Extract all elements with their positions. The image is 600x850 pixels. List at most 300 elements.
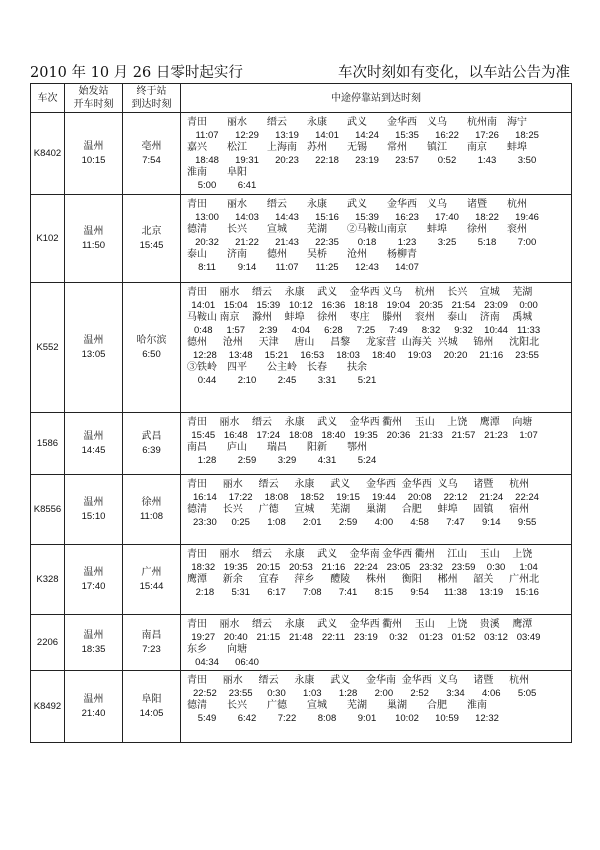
stop-name: 丽水 [219,417,240,428]
stop-name: 滕州 [382,312,403,323]
stop-name: 萍乡 [294,574,315,585]
stop-time: 17:26 [475,129,499,141]
stop-names-row [187,479,547,492]
col-stops-header: 中途停靠站到达时刻 [181,84,572,113]
departure-time: 10:15 [81,154,106,166]
stop-time: 1:07 [519,429,538,441]
stop-name: 济南 [479,312,500,323]
stop-times-row [187,325,547,338]
stop-times-row [187,632,547,645]
stop-name: 杭州 [507,199,527,210]
stop-name: 丽水 [219,549,240,560]
train-row [31,615,572,671]
stop-name: 昌黎 [330,337,351,348]
stop-name: 合肥 [427,700,447,711]
page-header [30,60,570,82]
train-row [31,283,572,413]
stop-name: 德清 [187,504,207,515]
col-terminal-header: 终于站 到达时刻 [123,84,181,113]
stop-time: 20:32 [195,236,219,248]
stop-name: 南京 [467,142,487,153]
stop-times-row [187,713,547,726]
stop-name: 衢州 [414,549,435,560]
origin-station: 温州 [83,693,104,705]
stop-name: 宣城 [267,224,287,235]
stop-time: 19:31 [235,154,259,166]
stop-times-row [187,492,547,505]
departure-time: 15:10 [81,510,106,522]
stop-name: 玉山 [479,549,500,560]
stop-names-row [187,574,547,587]
arrival-time: 6:50 [142,348,161,360]
stops-cell [181,545,572,615]
stop-name: 杭州 [509,479,530,490]
terminal-cell [123,475,181,545]
stop-name: 金华西 [382,549,413,560]
arrival-time: 6:39 [142,444,161,456]
stop-names-row [187,675,547,688]
stop-name: 蚌埠 [507,142,527,153]
stop-name: 武义 [330,479,351,490]
stop-name: 缙云 [258,675,279,686]
stop-name: 玉山 [414,619,435,630]
stop-time: 6:41 [237,179,257,191]
origin-station: 温州 [83,225,104,237]
stop-time: 5:21 [357,374,377,386]
stop-time: 5:31 [231,586,250,598]
departure-time: 17:40 [81,580,106,592]
stop-name: 江山 [447,549,468,560]
stop-name: 公主岭 [267,362,297,373]
stop-names-row [187,287,547,300]
origin-station: 温州 [83,566,104,578]
stop-names-row [187,644,547,657]
stop-name: 上饶 [447,417,468,428]
origin-cell [65,113,123,195]
stop-time: 17:22 [228,491,253,503]
stop-name: 义乌 [437,479,458,490]
stop-name: 马鞍山 [187,312,217,323]
stop-name: 德州 [267,249,287,260]
stop-time: 18:18 [354,299,378,311]
stop-time: 2:10 [237,374,257,386]
stop-name: 泰山 [447,312,468,323]
stop-name: 武义 [317,287,338,298]
stop-name: 义乌 [382,287,403,298]
stop-time: 15:45 [191,429,216,441]
stop-name: 芜湖 [347,700,367,711]
stop-names-row [187,700,547,713]
stop-name: 丽水 [227,117,247,128]
stop-name: 南京 [219,312,240,323]
stop-group [187,700,571,725]
stop-time: 15:39 [355,211,379,223]
stop-name: 向塘 [512,417,533,428]
stop-time: 17:40 [435,211,459,223]
stop-name: 醴陵 [330,574,351,585]
stop-name: 海宁 [507,117,527,128]
stop-names-row [187,312,547,325]
stop-time: 7:49 [389,324,408,336]
stop-group [187,199,571,224]
stop-name: 武义 [317,619,338,630]
stop-name: 宜春 [258,574,279,585]
train-number: K552 [31,283,65,413]
origin-cell [65,615,123,671]
stop-time: 13:19 [275,129,299,141]
stop-time: 19:35 [354,429,378,441]
stop-name: 金华南 [365,675,396,686]
stop-name: 庐山 [227,442,247,453]
stop-time: 22:11 [321,631,345,643]
stop-time: 0:32 [389,631,408,643]
stop-name: 金华西 [349,287,380,298]
stop-time: 22:12 [443,491,468,503]
stop-name: 广德 [267,700,287,711]
stop-time: 22:52 [193,687,217,699]
stop-name: 青田 [187,287,207,298]
stop-name: 丽水 [219,287,240,298]
stop-time: 20:53 [288,561,313,573]
stop-time: 1:43 [477,154,497,166]
stop-time: 23:55 [515,349,539,361]
stop-name: 义乌 [427,117,447,128]
stops-cell [181,413,572,475]
stop-time: 13:19 [479,586,504,598]
train-number: K328 [31,545,65,615]
stop-name: 天津 [258,337,279,348]
stop-time: 21:24 [479,491,504,503]
stop-time: 18:25 [515,129,539,141]
train-number: K8402 [31,113,65,195]
stop-name: 沧州 [347,249,367,260]
stop-name: 衮州 [414,312,435,323]
stop-time: 0:00 [519,299,538,311]
stop-time: 17:24 [256,429,281,441]
stop-name: 金华西 [349,417,380,428]
stop-name: 杭州 [509,675,530,686]
stop-name: 永康 [284,417,305,428]
stop-time: 7:08 [303,586,322,598]
stop-times-row [187,455,547,468]
stop-name: 鹰潭 [479,417,500,428]
origin-cell [65,195,123,283]
stop-group [187,312,571,337]
origin-station: 温州 [83,629,104,641]
stops-cell [181,195,572,283]
stop-times-row [187,375,547,388]
terminal-station: 广州 [141,566,162,578]
terminal-cell [123,195,181,283]
stop-time: 12:32 [475,712,499,724]
stop-name: 苏州 [307,142,327,153]
stop-name: 广州北 [509,574,540,585]
stop-name: 株州 [365,574,386,585]
stop-group [187,644,571,669]
stop-name: 固镇 [473,504,494,515]
stop-names-row [187,199,547,212]
train-number: K8492 [31,671,65,743]
stop-name: 龙家营 [365,337,396,348]
train-number: K102 [31,195,65,283]
stop-time: 4:06 [482,687,501,699]
stop-time: 16:23 [395,211,419,223]
stop-time: 9:55 [517,516,537,528]
stop-name: 义乌 [437,675,458,686]
stop-name: 韶关 [473,574,494,585]
stop-name: 杨柳青 [387,249,417,260]
stop-time: 7:25 [356,324,376,336]
stop-name: 徐州 [467,224,487,235]
stop-names-row [187,167,547,180]
stop-time: 2:45 [277,374,297,386]
stop-name: 缙云 [258,479,279,490]
departure-time: 14:45 [81,444,106,456]
stop-times-row [187,350,547,363]
stop-name: 长兴 [222,504,243,515]
arrival-time: 7:54 [142,154,161,166]
origin-station: 温州 [83,430,104,442]
stop-name: 诸暨 [467,199,487,210]
stop-name: 丽水 [222,479,243,490]
stop-time: 8:15 [374,586,394,598]
stop-time: 5:49 [197,712,217,724]
terminal-cell [123,545,181,615]
stop-name: 缙云 [252,549,273,560]
stop-time: 19:04 [386,299,411,311]
stop-time: 01:52 [451,631,476,643]
stop-time: 19:35 [223,561,248,573]
stop-name: 青田 [187,199,207,210]
stop-name: 泰山 [187,249,207,260]
stop-time: 1:08 [267,516,286,528]
stop-name: 松江 [227,142,247,153]
stop-name: 武义 [347,199,367,210]
stop-time: 0:48 [194,324,213,336]
stop-name: 青田 [187,619,207,630]
stop-time: 18:40 [371,349,396,361]
stops-cell [181,615,572,671]
stop-time: 18:03 [336,349,360,361]
stop-time: 11:07 [195,129,219,141]
origin-cell [65,671,123,743]
stop-time: 18:08 [288,429,313,441]
stop-time: 2:59 [338,516,358,528]
stop-time: 20:20 [443,349,468,361]
stops-cell [181,671,572,743]
stop-time: 23:19 [355,154,379,166]
stop-time: 21:48 [288,631,313,643]
stop-name: 蚌埠 [427,224,447,235]
stop-name: 金华西 [387,199,417,210]
stop-name: 永康 [294,479,315,490]
stop-name: 向塘 [227,644,247,655]
stop-time: 7:22 [277,712,297,724]
stop-name: 杭州 [414,287,435,298]
stop-time: 20:08 [407,491,432,503]
stop-name: 宣城 [307,700,327,711]
stop-name: 诸暨 [473,479,494,490]
stop-time: 8:08 [317,712,337,724]
stop-time: 4:04 [291,324,311,336]
stop-time: 6:28 [324,324,343,336]
stop-group [187,504,571,529]
stop-time: 7:00 [517,236,537,248]
stop-time: 16:48 [223,429,248,441]
stop-time: 5:00 [197,179,217,191]
stop-name: 上海南 [267,142,297,153]
stop-name: 德清 [187,224,207,235]
stop-name: 长兴 [227,700,247,711]
stop-time: 18:08 [264,491,289,503]
stop-time: 23:57 [395,154,419,166]
stop-names-row [187,362,547,375]
stop-time: 13:00 [195,211,219,223]
stop-time: 20:15 [256,561,281,573]
stop-names-row [187,337,547,350]
stop-time: 15:35 [395,129,419,141]
stops-cell [181,113,572,195]
stop-name: 宣城 [294,504,315,515]
stop-group [187,362,571,387]
stop-name: 永康 [294,675,315,686]
stop-time: 9:32 [454,324,473,336]
stop-time: 2:00 [374,687,394,699]
stop-name: 青田 [187,117,207,128]
stop-time: 7:47 [446,516,465,528]
stop-time: 20:23 [275,154,299,166]
origin-cell [65,545,123,615]
stop-time: 0:30 [267,687,286,699]
stop-time: 1:04 [519,561,538,573]
timetable-body [31,113,572,743]
stop-name: 缙云 [267,199,287,210]
stop-name: 永康 [284,619,305,630]
stop-name: 永康 [284,549,305,560]
stop-name: 缙云 [267,117,287,128]
stop-times-row [187,155,547,168]
stop-time: 21:54 [451,299,476,311]
stop-time: 18:40 [321,429,346,441]
stop-time: 03:49 [516,631,541,643]
stop-time: 2:59 [237,454,257,466]
stop-time: 21:16 [479,349,504,361]
stop-time: 6:17 [267,586,286,598]
stop-time: 23:32 [419,561,443,573]
stop-time: 16:14 [193,491,217,503]
stop-time: 12:29 [235,129,259,141]
stop-group [187,117,571,142]
stop-time: 9:14 [482,516,501,528]
stop-time: 11:33 [517,324,541,336]
departure-time: 18:35 [81,643,106,655]
stop-name: 滁州 [252,312,273,323]
stop-name: 永康 [307,117,327,128]
stop-time: 21:57 [451,429,476,441]
stop-group [187,337,571,362]
stop-time: 15:21 [264,349,289,361]
stop-time: 10:44 [484,324,508,336]
stop-time: 2:18 [195,586,215,598]
terminal-cell [123,615,181,671]
stop-name: 贵溪 [479,619,500,630]
stop-names-row [187,442,547,455]
stop-name: 吴桥 [307,249,327,260]
stop-time: 21:23 [484,429,508,441]
stop-name: 青田 [187,417,207,428]
stop-time: 21:33 [419,429,443,441]
departure-time: 13:05 [81,348,106,360]
arrival-time: 15:44 [139,580,164,592]
origin-station: 温州 [83,334,104,346]
stop-time: 22:24 [354,561,378,573]
stop-time: 1:28 [197,454,217,466]
stop-name: 青田 [187,479,207,490]
stop-time: 1:28 [338,687,358,699]
stop-name: 义乌 [427,199,447,210]
stop-name: 永康 [307,199,327,210]
stop-time: 6:42 [237,712,257,724]
terminal-cell [123,413,181,475]
stop-time: 4:31 [317,454,337,466]
stop-names-row [187,249,547,262]
stop-times-row [187,587,547,600]
stop-name: 郴州 [437,574,458,585]
train-number: 2206 [31,615,65,671]
stop-time: 21:22 [235,236,259,248]
train-number: 1586 [31,413,65,475]
stop-name: 阜阳 [227,167,247,178]
table-header-row [31,84,572,113]
stop-name: 枣庄 [349,312,370,323]
stop-name: 南京 [387,224,407,235]
terminal-station: 阜阳 [141,693,162,705]
stop-time: 4:00 [374,516,394,528]
stop-names-row [187,417,547,430]
stop-time: 23:55 [228,687,253,699]
stop-time: 15:39 [256,299,281,311]
stop-time: 15:04 [223,299,248,311]
stop-time: 21:15 [256,631,281,643]
stop-group [187,249,571,274]
stop-names-row [187,142,547,155]
stop-name: 衢州 [382,619,403,630]
stop-name: 金华西 [401,479,432,490]
stop-time: 10:02 [395,712,419,724]
stop-name: ③铁岭 [187,362,217,373]
terminal-station: 武昌 [141,430,162,442]
arrival-time: 15:45 [139,239,164,251]
stop-name: 嘉兴 [187,142,207,153]
stop-time: 8:11 [198,261,216,273]
stop-time: 3:50 [517,154,537,166]
stop-time: 23:19 [354,631,378,643]
stop-name: 沧州 [222,337,243,348]
stop-name: 缙云 [252,619,273,630]
stop-time: 2:52 [410,687,429,699]
stop-time: 16:36 [321,299,346,311]
stop-name: 宿州 [509,504,530,515]
stop-name: 诸暨 [473,675,494,686]
stop-names-row [187,549,547,562]
stop-time: 1:57 [226,324,246,336]
stop-time: 01:23 [419,631,443,643]
stop-name: 瑞昌 [267,442,287,453]
stop-name: 镇江 [427,142,447,153]
stop-time: 12:28 [193,349,217,361]
stop-times-row [187,130,547,143]
stop-name: 合肥 [401,504,422,515]
